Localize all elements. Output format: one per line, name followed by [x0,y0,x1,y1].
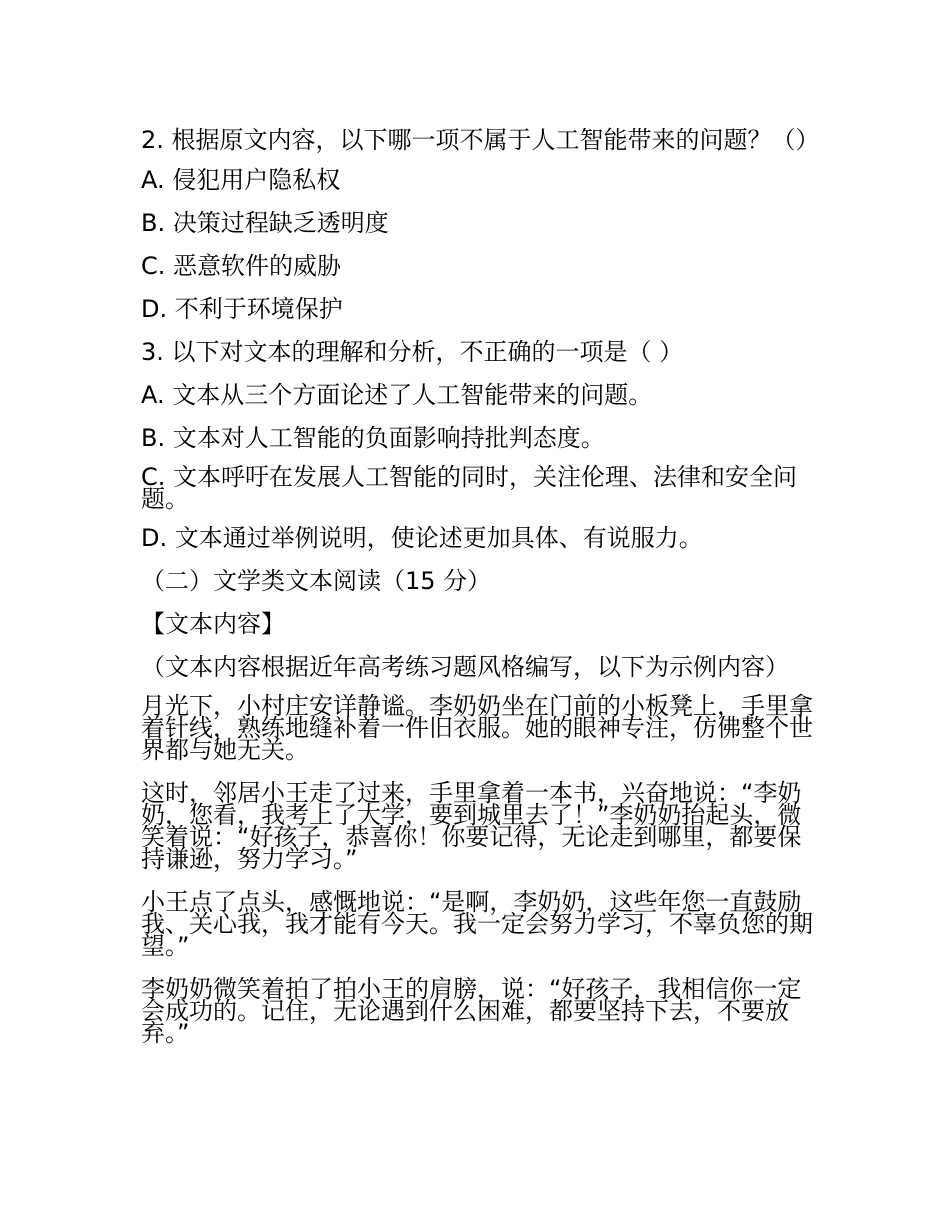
question-2-option-d: D. 不利于环境保护 [141,295,343,323]
section-subheading: 【文本内容】 [141,610,285,638]
question-2-option-c: C. 恶意软件的威胁 [141,252,342,280]
question-3-option-c: C. 文本呼吁在发展人工智能的同时，关注伦理、法律和安全问题。 [141,463,798,513]
question-2-stem: 2. 根据原文内容，以下哪一项不属于人工智能带来的问题？（） [141,126,820,154]
story-paragraph: 李奶奶微笑着拍了拍小王的肩膀，说：“好孩子，我相信你一定会成功的。记住，无论遇到什么困难，都要坚持下去，不要放弃。” [141,975,802,1047]
question-2-option-b: B. 决策过程缺乏透明度 [141,209,389,237]
story-paragraph: 小王点了点头，感慨地说：“是啊，李奶奶，这些年您一直鼓励我、关心我，我才能有今天。我一定会努力学习，不辜负您的期望。” [141,888,813,960]
story-paragraph: 月光下，小村庄安详静谧。李奶奶坐在门前的小板凳上，手里拿着针线，熟练地缝补着一件旧衣服。她的眼神专注，仿佛整个世界都与她无关。 [141,692,813,764]
document-content [141,126,820,1065]
story-paragraph: 这时，邻居小王走了过来，手里拿着一本书，兴奋地说：“李奶奶，您看，我考上了大学，要到城里去了！”李奶奶抬起头，微笑着说：“好孩子，恭喜你！你要记得，无论走到哪里，都要保持谦逊，努力学习。” [141,779,802,873]
section-heading: （二）文学类文本阅读（15 分） [141,567,492,595]
question-2-option-a: A. 侵犯用户隐私权 [141,166,341,194]
question-3-option-a: A. 文本从三个方面论述了人工智能带来的问题。 [141,381,653,409]
section-note: （文本内容根据近年高考练习题风格编写，以下为示例内容） [141,653,789,681]
question-3-stem: 3. 以下对文本的理解和分析，不正确的一项是（ ） [141,338,684,366]
question-3-option-b: B. 文本对人工智能的负面影响持批判态度。 [141,424,605,452]
question-3-option-d: D. 文本通过举例说明，使论述更加具体、有说服力。 [141,524,703,552]
